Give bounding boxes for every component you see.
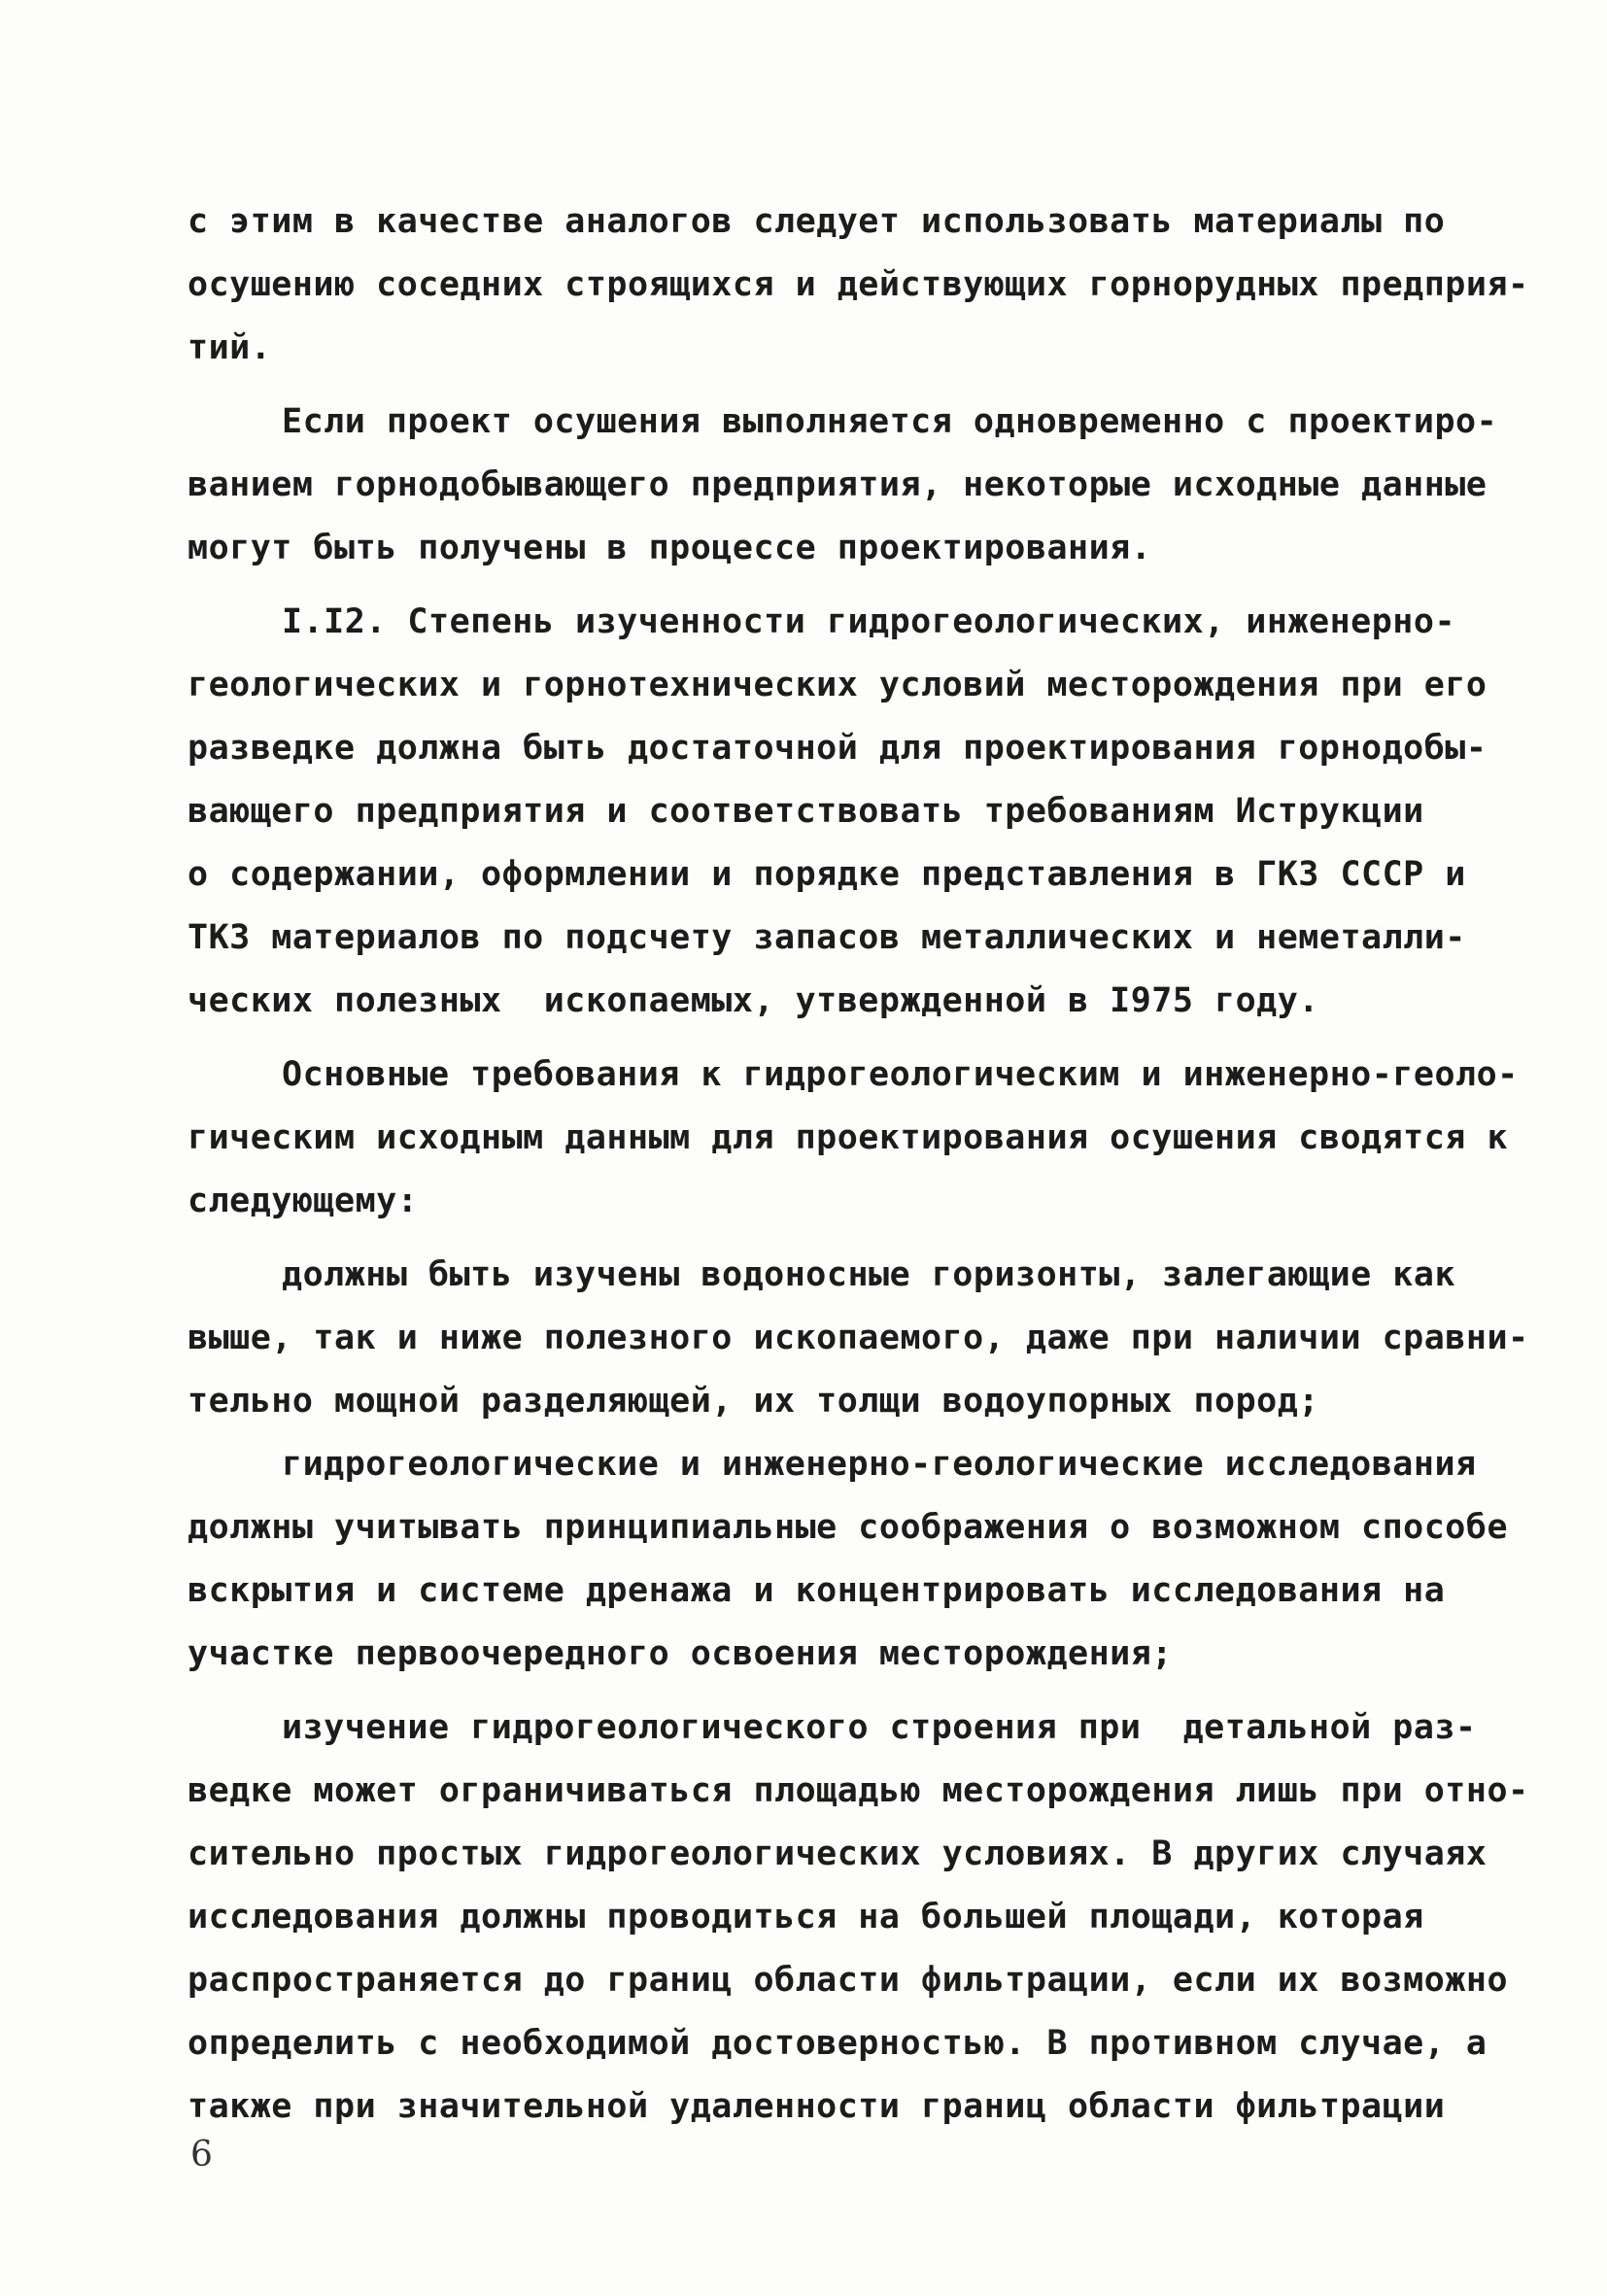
paragraph-start-line: гидрогеологические и инженерно-геологические исследования: [282, 1445, 1477, 1484]
body-text: [188, 190, 1529, 2139]
paragraph-start-line: должны быть изучены водоносные горизонты, залегающие как: [282, 1255, 1456, 1294]
text-line: разведке должна быть достаточной для проектирования горнодобы-: [188, 729, 1487, 768]
text-line: также при значительной удаленности границ области фильтрации: [188, 2087, 1446, 2126]
text-line: должны учитывать принципиальные соображения о возможном способе: [188, 1508, 1509, 1547]
paragraph-start-line: I.I2. Степень изученности гидрогеологических, инженерно-: [282, 602, 1456, 641]
text-line: ведке может ограничиваться площадью месторождения лишь при отно-: [188, 1771, 1529, 1810]
paragraph-start-line: изучение гидрогеологического строения при детальной раз-: [282, 1708, 1477, 1747]
text-line: вающего предприятия и соответствовать требованиям Иструкции: [188, 792, 1424, 831]
text-line: ТКЗ материалов по подсчету запасов металлических и неметалли-: [188, 918, 1466, 957]
text-line: следующему:: [188, 1182, 419, 1220]
text-line: тельно мощной разделяющей, их толщи водоупорных пород;: [188, 1382, 1319, 1421]
text-line: с этим в качестве аналогов следует использовать материалы по: [188, 202, 1446, 241]
text-line: исследования должны проводиться на большей площади, которая: [188, 1898, 1424, 1936]
text-line: распространяется до границ области фильтрации, если их возможно: [188, 1961, 1509, 2000]
page-number: 6: [190, 2135, 213, 2175]
text-line: участке первоочередного освоения месторождения;: [188, 1634, 1173, 1673]
text-line: тий.: [188, 328, 272, 367]
paragraph-start-line: Основные требования к гидрогеологическим и инженерно-геоло-: [282, 1055, 1519, 1094]
text-line: о содержании, оформлении и порядке представления в ГКЗ СССР и: [188, 855, 1466, 894]
text-line: могут быть получены в процессе проектирования.: [188, 529, 1152, 567]
text-line: выше, так и ниже полезного ископаемого, даже при наличии сравни-: [188, 1319, 1529, 1357]
text-line: ческих полезных ископаемых, утвержденной в I975 году.: [188, 981, 1319, 1020]
text-line: гическим исходным данным для проектирования осушения сводятся к: [188, 1118, 1509, 1157]
text-line: вскрытия и системе дренажа и концентрировать исследования на: [188, 1571, 1446, 1610]
paragraph-start-line: Если проект осушения выполняется одновременно с проектиро-: [282, 402, 1498, 441]
text-line: определить с необходимой достоверностью. В противном случае, а: [188, 2024, 1487, 2063]
text-line: ванием горнодобывающего предприятия, некоторые исходные данные: [188, 465, 1487, 504]
text-line: осушению соседних строящихся и действующих горнорудных предприя-: [188, 265, 1529, 304]
text-line: сительно простых гидрогеологических условиях. В других случаях: [188, 1834, 1487, 1873]
text-line: геологических и горнотехнических условий месторождения при его: [188, 666, 1487, 704]
